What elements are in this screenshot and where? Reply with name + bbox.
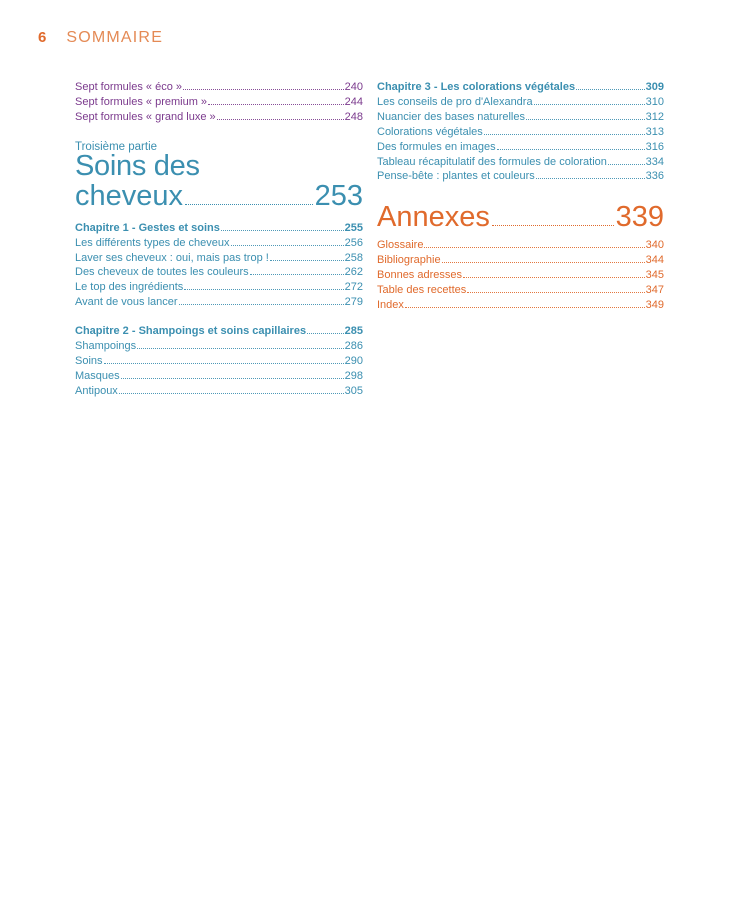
toc-entry[interactable]: [75, 236, 363, 251]
leader-dots: [184, 289, 343, 290]
leader-dots: [183, 89, 344, 90]
chapter-title: Chapitre 1 - Gestes et soins: [75, 221, 220, 234]
page-title: SOMMAIRE: [66, 29, 164, 46]
toc-entry-page: 334: [645, 155, 664, 168]
toc-entry[interactable]: [377, 95, 664, 110]
leader-dots: [497, 149, 645, 150]
toc-entry-page: 256: [344, 236, 363, 249]
leader-dots: [119, 393, 344, 394]
leader-dots: [536, 178, 645, 179]
toc-entry-title: Pense-bête : plantes et couleurs: [377, 170, 535, 183]
toc-entry[interactable]: [377, 283, 664, 298]
chapter-page: 285: [344, 325, 363, 338]
toc-entry-title: Les conseils de pro d'Alexandra: [377, 95, 533, 108]
chapter-heading[interactable]: [75, 221, 363, 236]
toc-entry[interactable]: [75, 80, 363, 95]
leader-dots: [576, 89, 645, 90]
leader-dots: [424, 247, 644, 248]
leader-dots: [492, 225, 614, 226]
leader-dots: [405, 307, 645, 308]
leader-dots: [534, 104, 645, 105]
leader-dots: [221, 230, 344, 231]
leader-dots: [137, 348, 343, 349]
leader-dots: [208, 104, 344, 105]
toc-entry[interactable]: [377, 125, 664, 140]
toc-entry-page: 344: [645, 254, 664, 267]
toc-entry[interactable]: [75, 280, 363, 295]
page-number: 6: [38, 29, 47, 46]
toc-entry[interactable]: [75, 110, 363, 125]
leader-dots: [270, 260, 344, 261]
toc-entry-page: 272: [344, 281, 363, 294]
toc-entry-title: Colorations végétales: [377, 125, 483, 138]
toc-entry[interactable]: [377, 253, 664, 268]
toc-entry[interactable]: [75, 95, 363, 110]
toc-entry[interactable]: [75, 339, 363, 354]
part-page: 253: [314, 179, 363, 212]
part-label: Troisième partie: [75, 140, 158, 153]
chapter-heading[interactable]: [377, 80, 664, 95]
toc-entry-page: 298: [344, 369, 363, 382]
toc-entry-page: 345: [645, 269, 664, 282]
chapter-title: Chapitre 2 - Shampoings et soins capillaires: [75, 325, 307, 338]
toc-entry-title: Sept formules « grand luxe »: [75, 110, 216, 123]
annexes-heading[interactable]: [377, 202, 664, 232]
part-title-row[interactable]: [75, 181, 363, 211]
toc-entry-title: Des formules en images: [377, 140, 496, 153]
leader-dots: [185, 204, 313, 205]
leader-dots: [608, 164, 645, 165]
leader-dots: [121, 378, 344, 379]
leader-dots: [526, 119, 645, 120]
toc-entry-title: Shampoings: [75, 340, 137, 353]
toc-entry-title: Tableau récapitulatif des formules de coloration: [377, 155, 607, 168]
toc-entry-page: 290: [344, 354, 363, 367]
toc-entry[interactable]: [75, 384, 363, 399]
leader-dots: [442, 262, 645, 263]
toc-entry-title: Glossaire: [377, 239, 424, 252]
toc-entry-title: Des cheveux de toutes les couleurs: [75, 266, 249, 279]
leader-dots: [231, 245, 344, 246]
toc-entry-title: Bibliographie: [377, 254, 441, 267]
toc-entry[interactable]: [377, 140, 664, 155]
toc-entry-title: Masques: [75, 369, 120, 382]
toc-entry[interactable]: [377, 238, 664, 253]
toc-entry-title: Antipoux: [75, 384, 118, 397]
toc-entry-page: 305: [344, 384, 363, 397]
toc-entry-title: Table des recettes: [377, 284, 467, 297]
annexes-title: Annexes: [377, 201, 490, 234]
toc-entry[interactable]: [75, 369, 363, 384]
toc-entry-title: Index: [377, 298, 404, 311]
toc-entry-title: Sept formules « premium »: [75, 95, 208, 108]
chapter-title: Chapitre 3 - Les colorations végétales: [377, 81, 576, 93]
leader-dots: [484, 134, 645, 135]
toc-entry-page: 340: [645, 239, 664, 252]
leader-dots: [217, 119, 344, 120]
toc-left-column: [75, 80, 363, 399]
leader-dots: [250, 274, 344, 275]
page-header: [38, 29, 163, 47]
toc-entry[interactable]: [377, 268, 664, 283]
toc-entry-title: Bonnes adresses: [377, 269, 462, 282]
toc-entry[interactable]: [377, 169, 664, 184]
toc-entry-title: Avant de vous lancer: [75, 296, 178, 309]
leader-dots: [179, 304, 344, 305]
leader-dots: [467, 292, 644, 293]
toc-entry-page: 336: [645, 170, 664, 183]
toc-entry-page: 279: [344, 296, 363, 309]
toc-entry-page: 248: [344, 110, 363, 123]
part-title-line2: cheveux: [75, 179, 184, 212]
toc-entry-page: 347: [645, 284, 664, 297]
toc-entry-page: 312: [645, 110, 664, 123]
toc-entry-page: 310: [645, 95, 664, 108]
chapter-page: 309: [645, 81, 664, 93]
chapter-page: 255: [344, 221, 363, 234]
part-title-line1: Soins des: [75, 149, 200, 182]
toc-entry-page: 244: [344, 95, 363, 108]
toc-entry[interactable]: [75, 251, 363, 266]
toc-entry-page: 316: [645, 140, 664, 153]
toc-entry[interactable]: [75, 354, 363, 369]
toc-entry-title: Soins: [75, 354, 103, 367]
toc-entry-title: Le top des ingrédients: [75, 281, 184, 294]
leader-dots: [463, 277, 645, 278]
annexes-page: 339: [615, 201, 664, 234]
toc-entry-page: 262: [344, 266, 363, 279]
toc-entry-title: Les différents types de cheveux: [75, 236, 230, 249]
toc-entry-title: Sept formules « éco »: [75, 81, 183, 93]
toc-entry[interactable]: [75, 265, 363, 280]
toc-entry-title: Laver ses cheveux : oui, mais pas trop !: [75, 251, 269, 264]
toc-entry-page: 313: [645, 125, 664, 138]
toc-entry[interactable]: [377, 110, 664, 125]
toc-entry-page: 349: [645, 298, 664, 311]
toc-entry[interactable]: [75, 295, 363, 310]
toc-entry-page: 240: [344, 81, 363, 93]
toc-right-column: [377, 80, 664, 313]
toc-entry-title: Nuancier des bases naturelles: [377, 110, 525, 123]
chapter-heading[interactable]: [75, 324, 363, 339]
toc-entry-page: 286: [344, 340, 363, 353]
toc-entry[interactable]: [377, 155, 664, 170]
toc-entry-page: 258: [344, 251, 363, 264]
leader-dots: [104, 363, 344, 364]
leader-dots: [307, 333, 344, 334]
toc-entry[interactable]: [377, 298, 664, 313]
